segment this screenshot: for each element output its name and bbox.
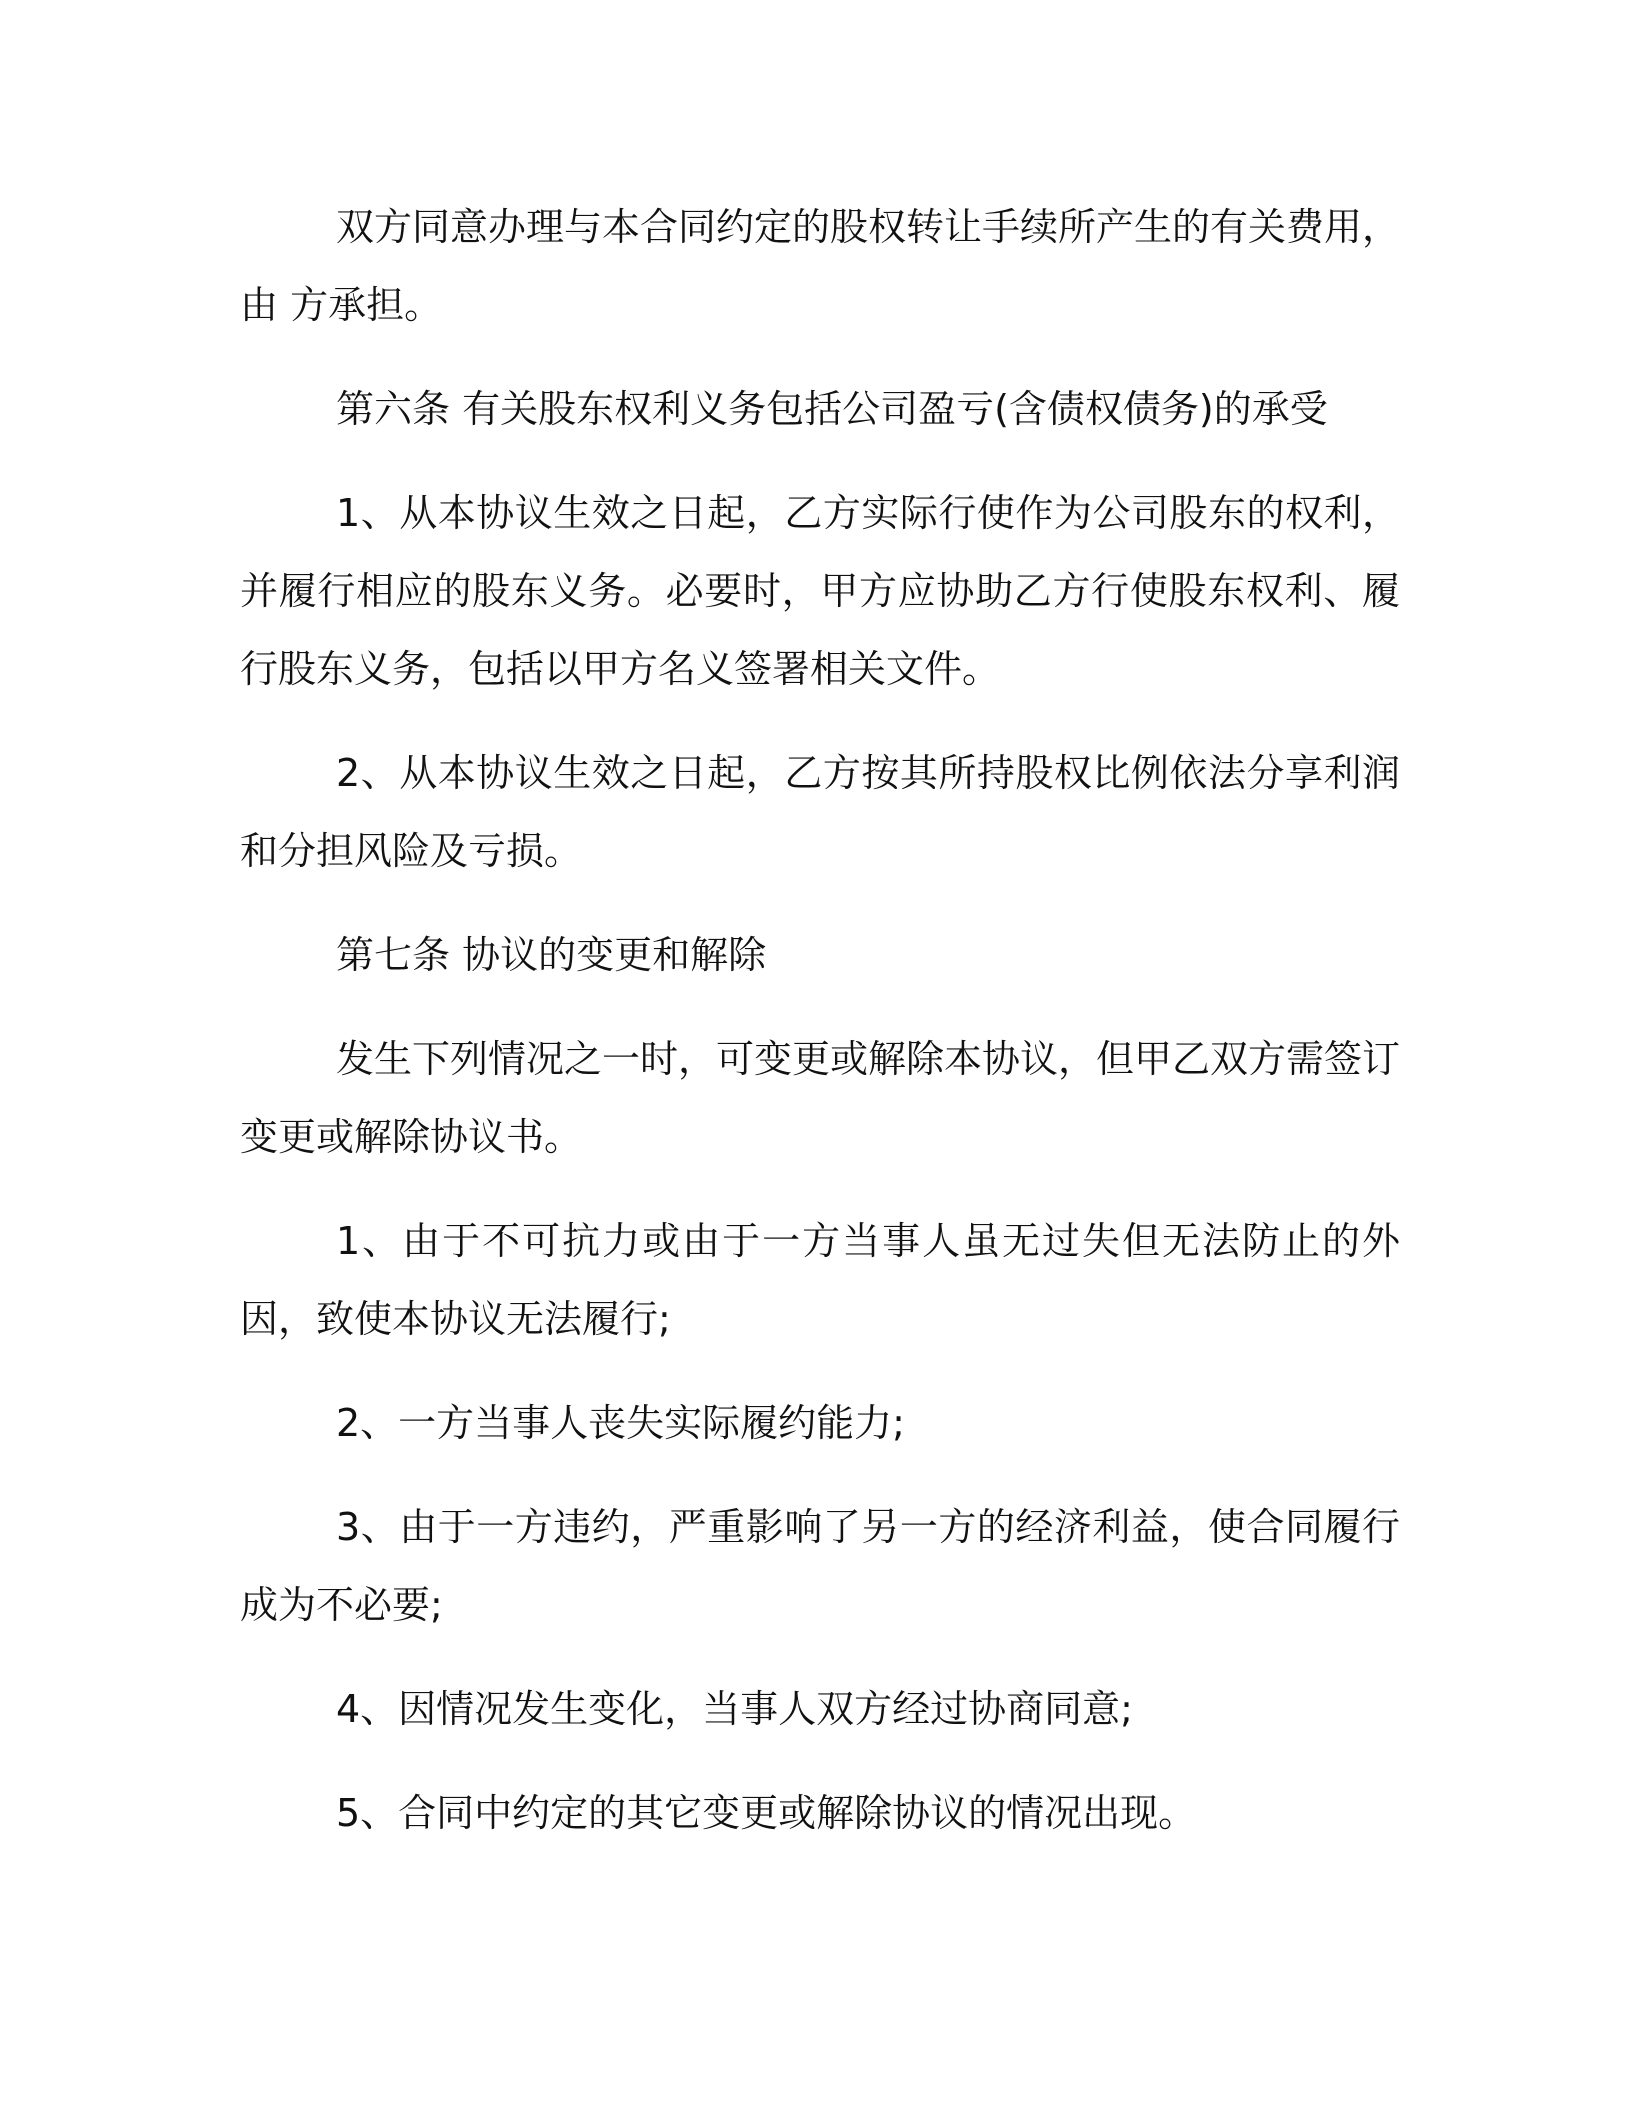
article-6-item-1: 1、从本协议生效之日起，乙方实际行使作为公司股东的权利，并履行相应的股东义务。必要时，甲方应协助乙方行使股东权利、履行股东义务，包括以甲方名义签署相关文件。 xyxy=(240,491,1400,691)
article-7-title: 第七条 协议的变更和解除 xyxy=(336,933,767,977)
article-7-item-2: 2、一方当事人丧失实际履约能力; xyxy=(336,1401,905,1445)
article-7-item-4: 4、因情况发生变化，当事人双方经过协商同意; xyxy=(336,1687,1133,1731)
paragraph-fees: 双方同意办理与本合同约定的股权转让手续所产生的有关费用，由 方承担。 xyxy=(240,205,1401,327)
article-7-intro: 发生下列情况之一时，可变更或解除本协议，但甲乙双方需签订变更或解除协议书。 xyxy=(240,1037,1401,1159)
article-7-item-3: 3、由于一方违约，严重影响了另一方的经济利益，使合同履行成为不必要; xyxy=(240,1505,1400,1627)
article-6-item-2: 2、从本协议生效之日起，乙方按其所持股权比例依法分享利润和分担风险及亏损。 xyxy=(240,751,1400,873)
article-7-item-1: 1、由于不可抗力或由于一方当事人虽无过失但无法防止的外因，致使本协议无法履行; xyxy=(240,1219,1400,1341)
document-page xyxy=(240,188,1400,1878)
article-7-item-5: 5、合同中约定的其它变更或解除协议的情况出现。 xyxy=(336,1791,1197,1835)
article-6-title: 第六条 有关股东权利义务包括公司盈亏(含债权债务)的承受 xyxy=(336,387,1328,431)
